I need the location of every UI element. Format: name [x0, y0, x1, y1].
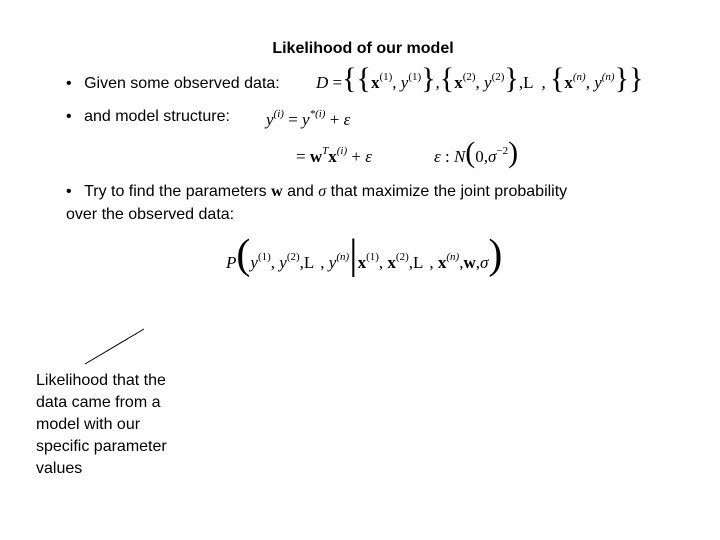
noise-distribution: ε : $N(0,\sigma^{-2})$	[434, 136, 519, 169]
bullet-model-text: and model structure:	[84, 108, 230, 125]
model-equation-line-1: $y^{(i)} = y^{*(i)} + \varepsilon$	[266, 108, 351, 129]
bullet-symbol: •	[66, 183, 72, 200]
annotation-note: Likelihood that the data came from a model with our specific parameter values	[36, 372, 167, 477]
bullet-symbol: •	[66, 75, 72, 92]
bullet-data-text: Given some observed data:	[84, 75, 280, 92]
bullet-objective: • Try to find the parameters w and σ that maximize the joint probability	[66, 183, 568, 200]
slide-title: Likelihood of our model	[272, 40, 454, 57]
data-equation: $D =\{\{x^{(1)}$, $y^{(1)}\},\{x^{(2)}$, $y^{(2)}\},L$ , {$x^{(n)}$, $y^{(n)}$}}	[316, 62, 644, 95]
param-sigma: σ	[318, 183, 327, 200]
bullet-objective-continued: over the observed data:	[66, 206, 235, 223]
likelihood-equation: $P(y^{(1)}$, $y^{(2)},L$ , $y^{(n)}|x^{(1)}$, $x^{(2)},L$ , $x^{(n)},w,\sigma$)	[226, 232, 503, 278]
param-w: w	[271, 183, 283, 200]
bullet-symbol: •	[66, 108, 72, 125]
model-equation-line-2: = $w^Tx^{(i)} + \varepsilon$	[296, 145, 372, 166]
